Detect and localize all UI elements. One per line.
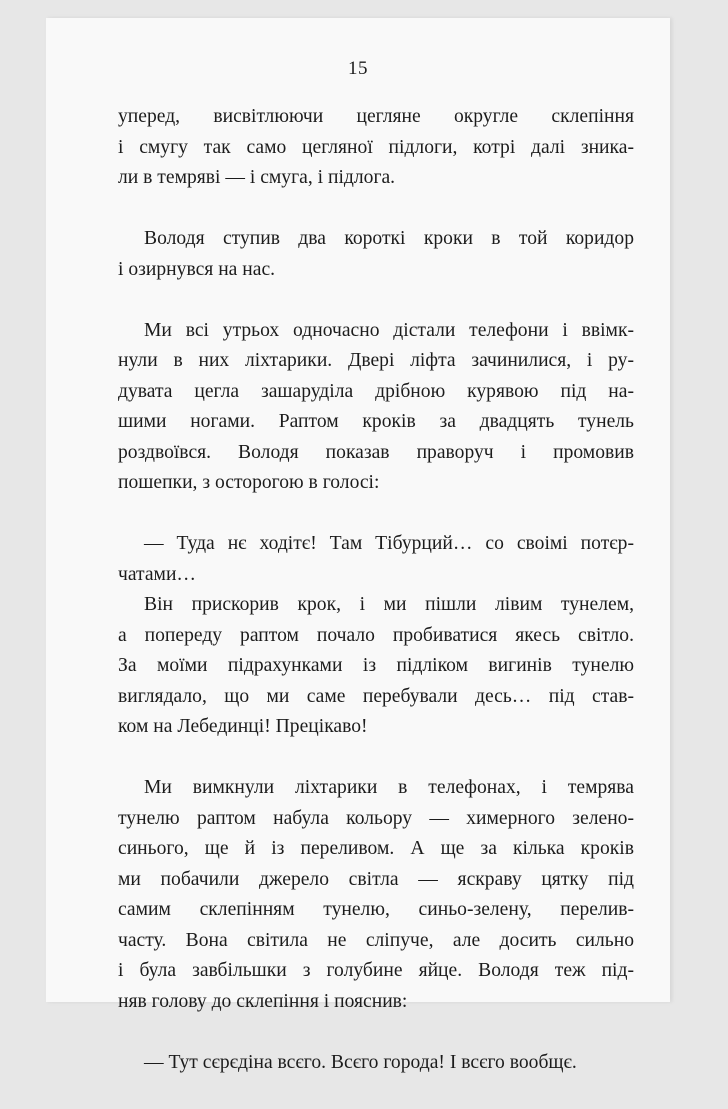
book-page [46,18,670,1073]
paragraph [118,529,634,590]
text-line: дувата цегла зашаруділа дрібною курявою під на- [118,380,634,402]
text-line: ми побачили джерело світла — яскраву цятку під [118,868,634,890]
text-line: часту. Вона світила не сліпуче, але досить сильно [118,929,634,951]
page-number: 15 [348,58,368,79]
text-line: шими ногами. Раптом кроків за двадцять тунель [118,411,634,432]
text-line: уперед, висвітлюючи цегляне округле склепіння [118,106,634,127]
text-line: нули в них ліхтарики. Двері ліфта зачинилися, і ру- [118,350,634,371]
text-line: ли в темряві — і смуга, і підлога. [118,167,396,188]
paragraph [118,773,634,1017]
text-line: — Тут сєрєдіна всєго. Всєго города! І всєго вообщє. [144,1051,577,1073]
text-line: тунелю раптом набула кольору — химерного зелено- [118,807,634,829]
text-line: няв голову до склепіння і пояснив: [118,990,408,1012]
text-line: і озирнувся на нас. [118,258,276,280]
text-line: Ми всі утрьох одночасно дістали телефони і ввімк- [144,319,634,341]
text-line: Ми вимкнули ліхтарики в телефонах, і темрява [144,777,634,798]
text-line: — Туда нє ходітє! Там Тібурций… со своімі потєр- [144,533,634,554]
body-text [118,102,634,1109]
paragraph [118,1048,634,1079]
text-line: Він прискорив крок, і ми пішли лівим тунелем, [144,594,634,615]
text-line: Володя ступив два короткі кроки в той коридор [144,228,634,249]
text-line: За моїми підрахунками із підліком вигинів тунелю [118,655,634,676]
text-line: самим склепінням тунелю, синьо-зелену, перелив- [118,899,634,920]
text-line: синього, ще й із переливом. А ще за кілька кроків [118,838,634,859]
text-line: і смугу так само цегляної підлоги, котрі далі зника- [118,136,634,158]
paragraph [118,224,634,285]
text-line: а попереду раптом почало пробиватися якесь світло. [118,624,634,646]
text-line: ком на Лебединці! Прецікаво! [118,716,368,737]
text-line: і була завбільшки з голубине яйце. Володя теж під- [118,960,634,981]
text-line: чатами… [118,563,197,585]
text-line: роздвоївся. Володя показав праворуч і промовив [118,441,634,463]
text-line: пошепки, з осторогою в голосі: [118,472,380,493]
paragraph [118,590,634,743]
text-line: виглядало, що ми саме перебували десь… під став- [118,685,634,707]
paragraph [118,316,634,499]
paragraph [118,102,634,194]
